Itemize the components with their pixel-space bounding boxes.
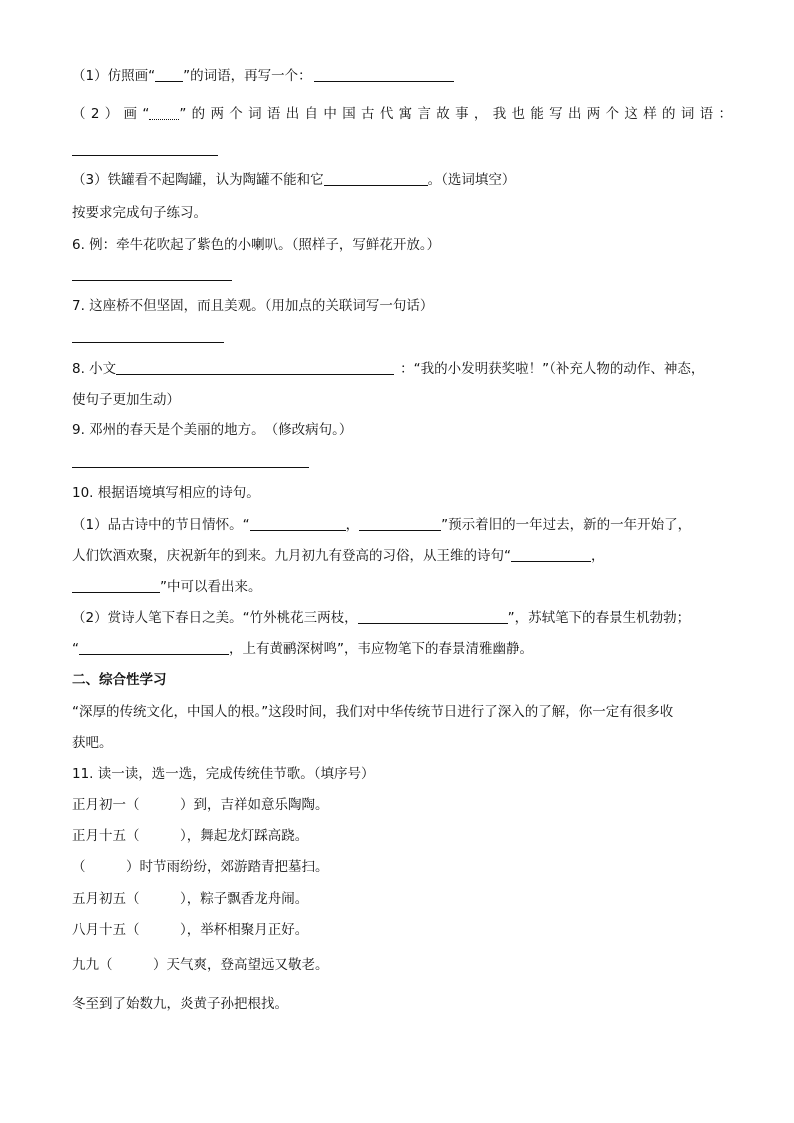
- poem-line: 正月十五（ ），舞起龙灯踩高跷。: [72, 828, 309, 844]
- question-10-part-2-line-2: “ ，上有黄鹂深树鸣”，韦应物笔下的春景清雅幽静。: [72, 641, 533, 657]
- question-10-part-1: （1）品古诗中的节日情怀。“ ， ”预示着旧的一年过去，新的一年开始了，: [72, 517, 692, 533]
- answer-blank-q10-1b[interactable]: [359, 515, 441, 531]
- question-10-part-1-line-2: 人们饮酒欢聚，庆祝新年的到来。九月初九有登高的习俗，从王维的诗句“ ，: [72, 548, 605, 564]
- question-1: （1）仿照画“ ”的词语，再写一个：: [72, 66, 732, 86]
- question-10-part-2: （2）赏诗人笔下春日之美。“竹外桃花三两枝， ”，苏轼笔下的春景生机勃勃；: [72, 610, 691, 626]
- wavy-underline-sample: [149, 104, 179, 120]
- poem-line: 五月初五（ ），粽子飘香龙舟闹。: [72, 891, 309, 907]
- answer-blank-q10-2b[interactable]: [79, 639, 229, 655]
- section-heading: 二、综合性学习: [72, 672, 167, 688]
- question-8: 8. 小文 ：“我的小发明获奖啦！”（补充人物的动作、神态，: [72, 361, 705, 377]
- answer-blank-q8[interactable]: [116, 359, 394, 375]
- poem-line: 正月初一（ ）到，吉祥如意乐陶陶。: [72, 797, 329, 813]
- poem-line: 冬至到了始数九，炎黄子孙把根找。: [72, 996, 288, 1012]
- answer-line-q9[interactable]: [72, 467, 309, 468]
- question-7: 7. 这座桥不但坚固，而且美观。（用加点的关联词写一句话）: [72, 298, 434, 314]
- answer-line-q2[interactable]: [72, 155, 218, 156]
- poem-line: （ ）时节雨纷纷，郊游踏青把墓扫。: [72, 859, 329, 875]
- question-10-part-1-line-3: ”中可以看出来。: [72, 577, 732, 597]
- answer-line-q7[interactable]: [72, 342, 224, 343]
- answer-blank-q1[interactable]: [314, 66, 454, 82]
- underline-sample: [155, 66, 183, 82]
- question-2: （2）画“ ”的两个词语出自中国古代寓言故事，我也能写出两个这样的词语：: [72, 106, 732, 122]
- question-6: 6. 例：牵牛花吹起了紫色的小喇叭。（照样子，写鲜花开放。）: [72, 237, 441, 253]
- instruction-text: 按要求完成句子练习。: [72, 205, 207, 221]
- question-8-line-2: 使句子更加生动）: [72, 392, 180, 408]
- answer-blank-q10-2a[interactable]: [358, 608, 508, 624]
- answer-line-q6[interactable]: [72, 280, 232, 281]
- answer-blank-q3[interactable]: [324, 170, 428, 186]
- poem-line: 九九（ ）天气爽，登高望远又敬老。: [72, 957, 329, 973]
- answer-blank-q10-1d[interactable]: [72, 577, 160, 593]
- answer-blank-q10-1c[interactable]: [511, 546, 591, 562]
- poem-line: 八月十五（ ），举杯相聚月正好。: [72, 922, 309, 938]
- answer-blank-q10-1a[interactable]: [250, 515, 346, 531]
- intro-line-2: 获吧。: [72, 735, 113, 751]
- question-10-title: 10. 根据语境填写相应的诗句。: [72, 485, 260, 501]
- question-3: （3）铁罐看不起陶罐，认为陶罐不能和它 。（选词填空）: [72, 172, 516, 188]
- intro-line-1: “深厚的传统文化，中国人的根。”这段时间，我们对中华传统节日进行了深入的了解，你一定有很多收: [72, 704, 674, 720]
- question-9: 9. 邓州的春天是个美丽的地方。 （修改病句。）: [72, 422, 353, 438]
- question-11-title: 11. 读一读，选一选，完成传统佳节歌。（填序号）: [72, 766, 375, 782]
